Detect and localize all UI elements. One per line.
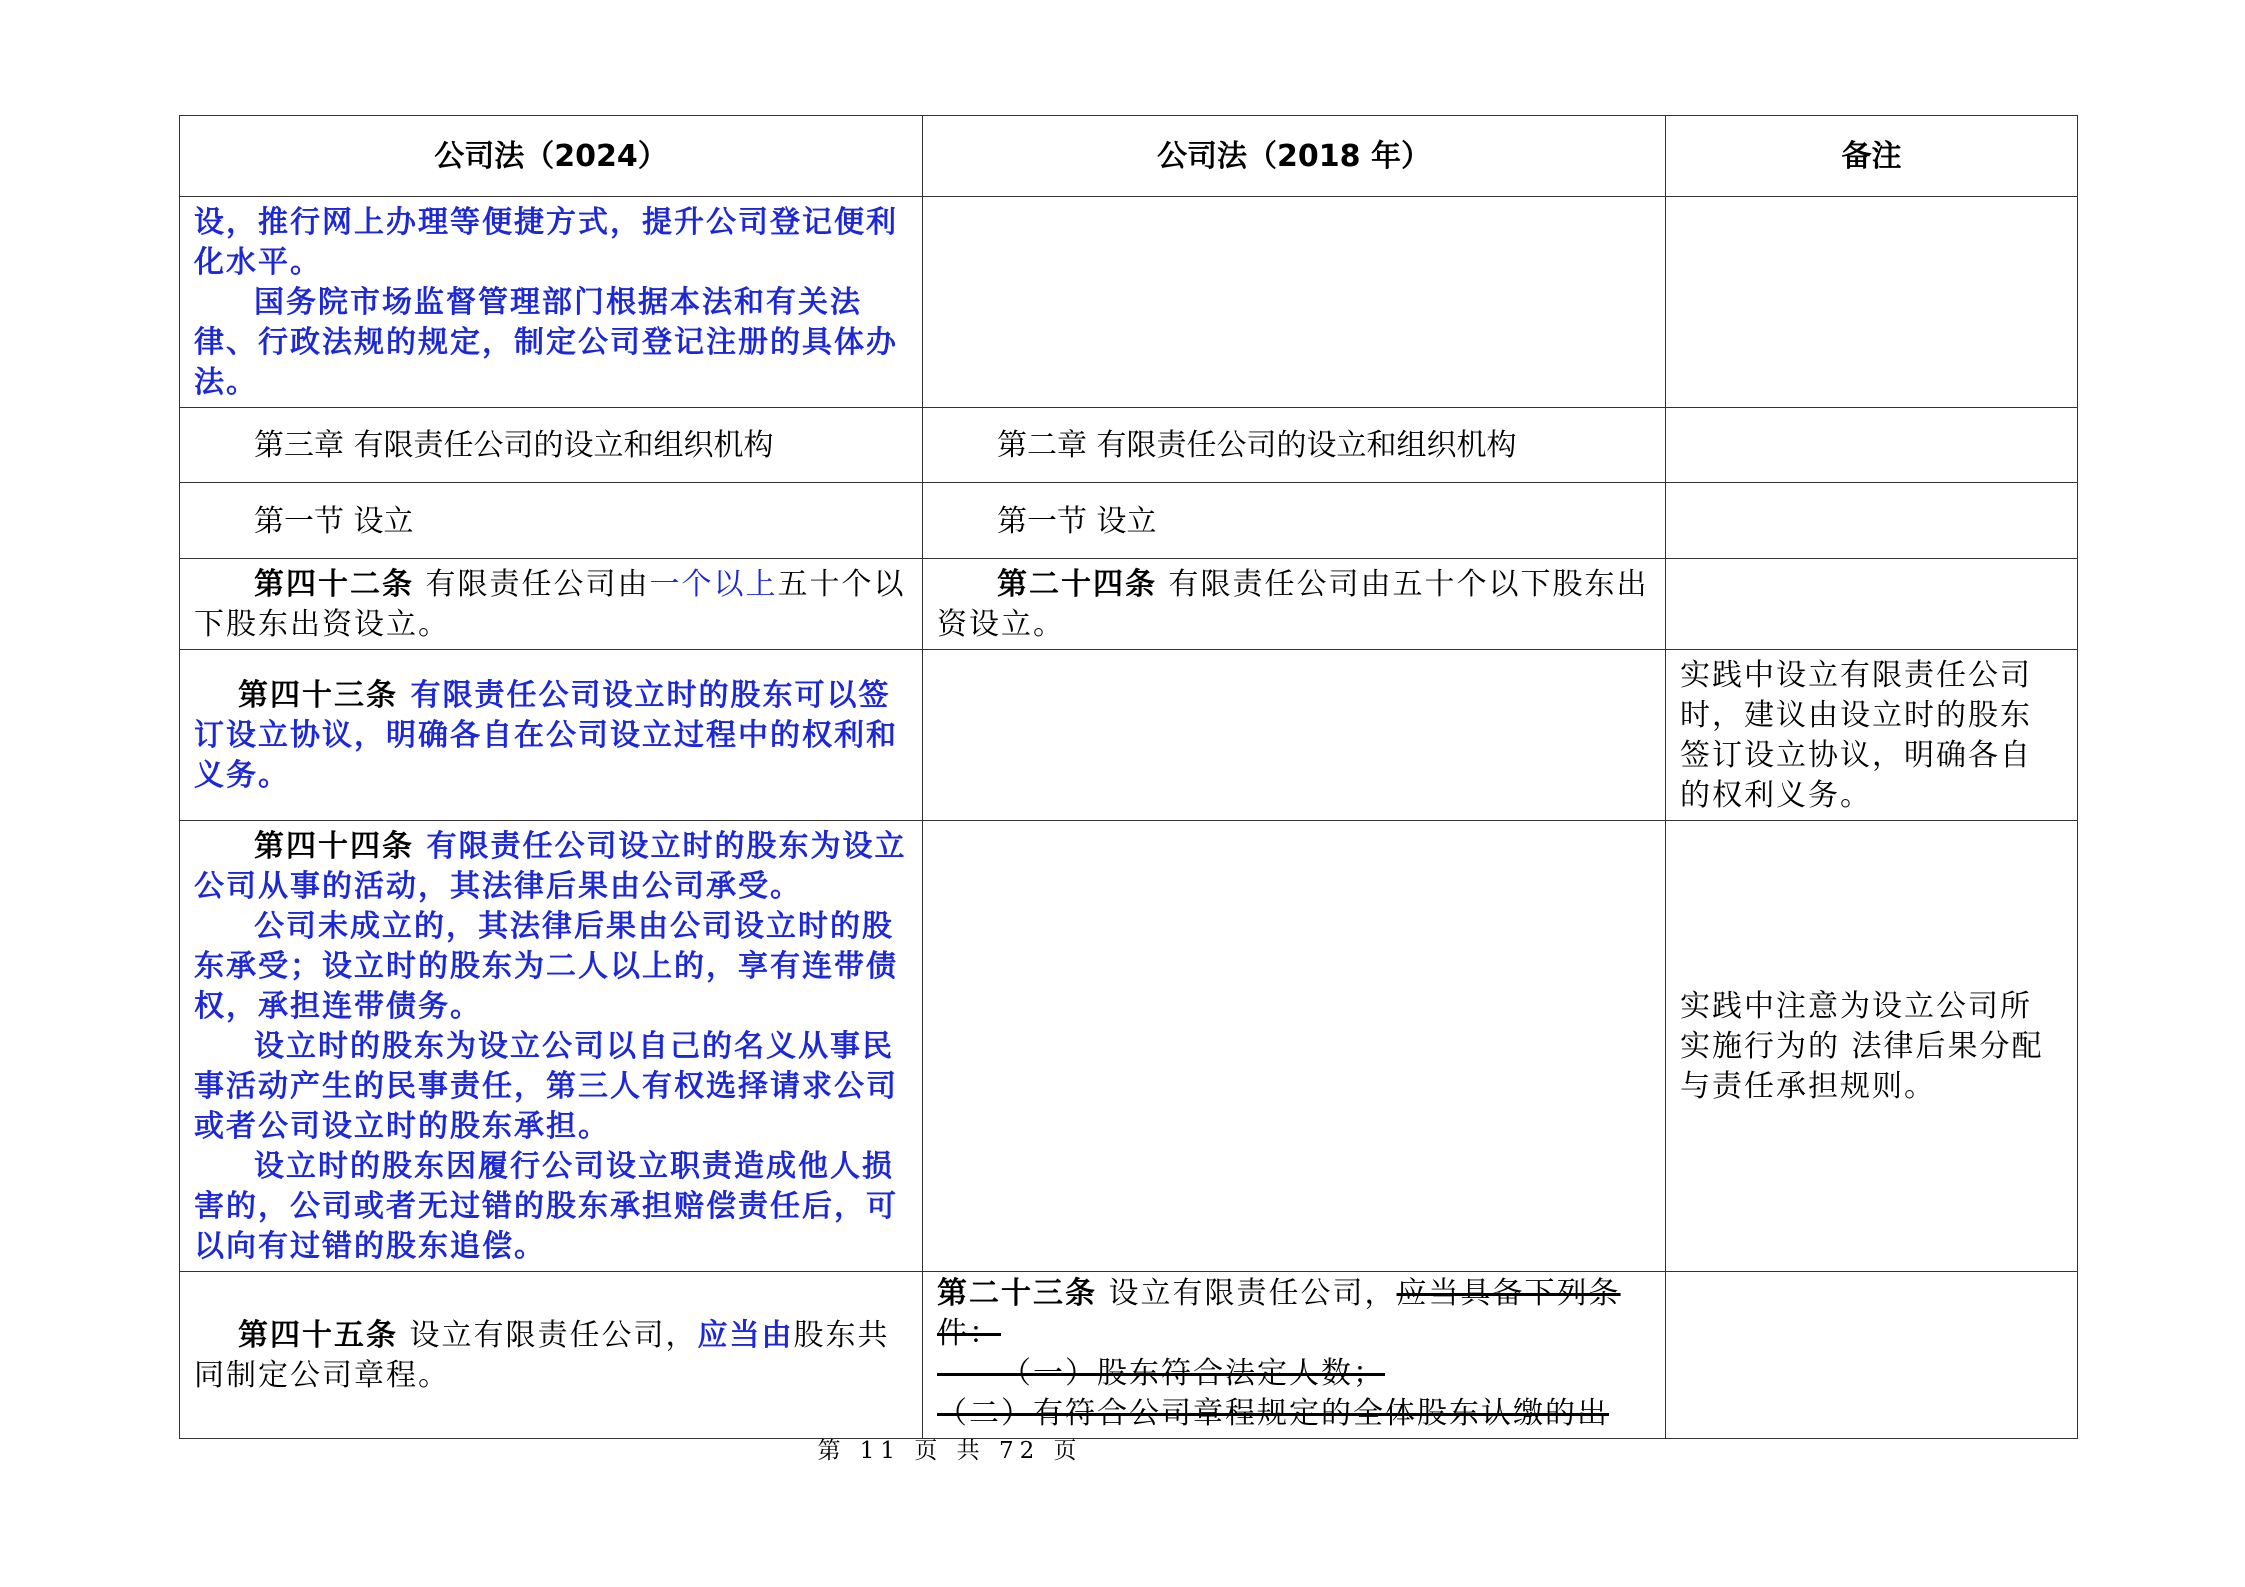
note-cell: 实践中注意为设立公司所实施行为的 法律后果分配与责任承担规则。 xyxy=(1666,821,2078,1272)
article-45-cell xyxy=(180,1272,923,1439)
section-heading-2018: 第一节 设立 xyxy=(923,483,1666,559)
chapter-heading-2018: 第二章 有限责任公司的设立和组织机构 xyxy=(923,408,1666,483)
article-number: 第四十二条 xyxy=(254,567,414,602)
table-row xyxy=(180,1272,2078,1439)
article-text: 股东共同制定公司章程。 xyxy=(194,1318,890,1393)
paragraph: 设立时的股东为设立公司以自己的名义从事民事活动产生的民事责任，第三人有权选择请求公司或者公司设立时的股东承担。 xyxy=(194,1029,898,1144)
cell-2024 xyxy=(180,197,923,408)
table-row xyxy=(180,821,2078,1272)
new-text: 应当由 xyxy=(697,1318,794,1353)
cell-notes xyxy=(1666,197,2078,408)
cell-notes xyxy=(1666,559,2078,650)
paragraph: 设立时的股东因履行公司设立职责造成他人损害的，公司或者无过错的股东承担赔偿责任后，可以向有过错的股东追偿。 xyxy=(194,1149,898,1264)
deleted-text: ——（一）股东符合法定人数； xyxy=(937,1356,1385,1391)
article-44-cell xyxy=(180,821,923,1272)
article-number: 第二十四条 xyxy=(997,567,1157,602)
new-text: 有限责任公司设立时的股东可以签订设立协议，明确各自在公司设立过程中的权利和义务。 xyxy=(194,678,898,793)
header-2018: 公司法（2018 年） xyxy=(923,116,1666,197)
deleted-text: （二）有符合公司章程规定的全体股东认缴的出 xyxy=(937,1396,1609,1431)
article-number: 第四十四条 xyxy=(254,829,414,864)
article-number: 第四十五条 xyxy=(238,1318,398,1353)
article-43-cell xyxy=(180,650,923,821)
article-42-cell xyxy=(180,559,923,650)
table-row xyxy=(180,483,2078,559)
article-text: 设立有限责任公司， xyxy=(1097,1276,1397,1311)
table-row xyxy=(180,197,2078,408)
table-row xyxy=(180,559,2078,650)
article-text: 有限责任公司由 xyxy=(414,567,650,602)
article-text: 设立有限责任公司， xyxy=(398,1318,698,1353)
cell-notes xyxy=(1666,1272,2078,1439)
table-row xyxy=(180,408,2078,483)
section-heading-2024: 第一节 设立 xyxy=(180,483,923,559)
page-footer: 第 11 页 共 72 页 xyxy=(817,1438,1083,1464)
chapter-heading-2024: 第三章 有限责任公司的设立和组织机构 xyxy=(180,408,923,483)
cell-2018 xyxy=(923,197,1666,408)
paragraph: 设，推行网上办理等便捷方式，提升公司登记便利化水平。 xyxy=(194,205,898,280)
header-row xyxy=(180,116,2078,197)
article-23-cell xyxy=(923,1272,1666,1439)
article-number: 第二十三条 xyxy=(937,1276,1097,1311)
article-text: 五十个以下股东出资设立。 xyxy=(194,567,906,642)
comparison-table xyxy=(179,115,2078,1439)
cell-2018 xyxy=(923,650,1666,821)
header-2024: 公司法（2024） xyxy=(180,116,923,197)
cell-notes xyxy=(1666,483,2078,559)
article-24-cell xyxy=(923,559,1666,650)
header-notes: 备注 xyxy=(1666,116,2078,197)
new-text: 有限责任公司设立时的股东为设立公司从事的活动，其法律后果由公司承受。 xyxy=(194,829,907,904)
new-text: 一个以上 xyxy=(649,567,778,602)
note-cell: 实践中设立有限责任公司时，建议由设立时的股东签订设立协议，明确各自的权利义务。 xyxy=(1666,650,2078,821)
paragraph: 国务院市场监督管理部门根据本法和有关法律、行政法规的规定，制定公司登记注册的具体办法。 xyxy=(194,285,898,400)
deleted-text: 应当具备下列条件： xyxy=(937,1276,1621,1351)
cell-2018 xyxy=(923,821,1666,1272)
paragraph: 公司未成立的，其法律后果由公司设立时的股东承受；设立时的股东为二人以上的，享有连带债权，承担连带债务。 xyxy=(194,909,898,1024)
cell-notes xyxy=(1666,408,2078,483)
table-row xyxy=(180,650,2078,821)
article-text: 有限责任公司由五十个以下股东出资设立。 xyxy=(937,567,1649,642)
article-number: 第四十三条 xyxy=(238,678,398,713)
